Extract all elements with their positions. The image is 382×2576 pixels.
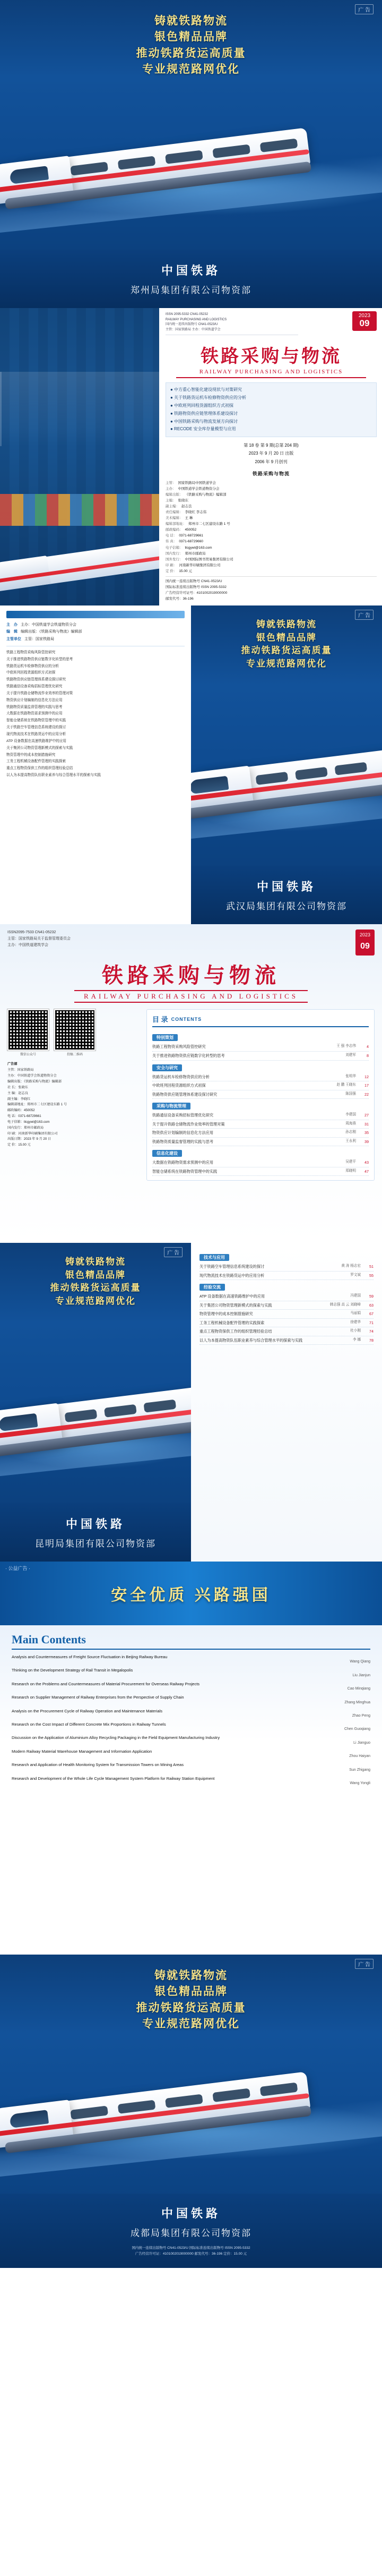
toc-entry-page: 27 [364,1113,369,1118]
index-entry: 以人为本提高物资队伍职业素养与综合管理水平的探索与实践 [6,773,101,778]
imprint-line: 出版日期：2023 年 9 月 20 日 [7,1137,51,1141]
cover-photo [0,308,159,605]
colophon-value: 河南新华印刷集团有限公司 [179,563,221,567]
date-line: 2023 年 9 月 20 日 出版 [248,451,294,456]
entry-title: Research on the Cost Impact of Different Concrete Mix Proportions in Railway Tunnels [12,1721,166,1727]
index-entry: 中欧班列回程货源组织方式初探 [6,671,56,675]
imprint-line: 主 编：赵志良 [7,1091,28,1095]
toc-entry-page: 17 [364,1083,369,1088]
toc-entry-title: 重点工程物资保供工作的组织管理经验总结 [199,1329,272,1334]
index-entry: 智能仓储系统在铁路物资管理中的实践 [6,719,66,723]
colophon-value: 赵志良 [181,505,192,509]
index-admin: 主管：国家铁路局 [24,637,54,641]
ad-label: 广 告 [355,1959,374,1969]
entry-authors: Zhou Haiyan [349,1754,370,1759]
colophon-value: 李晓红 李志伟 [185,510,207,515]
toc-entry-authors: 马丽娟 [350,1311,361,1316]
index-entry: 铁路物资供应链管理体系建设探讨研究 [6,678,66,682]
toc-entry-title: 铁路物资质量监督管理的实践与思考 [152,1139,214,1144]
toc-entry-authors: 黄 涛 杨志宏 [341,1264,361,1268]
cover-colophon [166,470,377,602]
toc-entry[interactable] [199,1336,374,1345]
colophon-key: 邮政编码： [166,528,183,532]
ad-slogan-line-1: 铸就铁路物流 [154,14,228,27]
toc-entry[interactable] [199,1292,374,1301]
toc-entry-authors: 孙志刚 [345,1130,356,1135]
main-contents-entry[interactable] [12,1776,370,1785]
colophon-value: 中国铁道学会铁道物资分会 [178,487,220,491]
public-service-banner [0,1562,382,1625]
toc-entry[interactable] [199,1272,374,1281]
highlight-item: ● 中方重心智能化建设现状与对策研究 [170,387,242,393]
colophon-key: 传 真： [166,540,177,544]
qr-caption-submission: 投稿二维码 [66,1053,83,1057]
imprint-line: 主办：中国铁道学会铁道物资分会 [7,1074,57,1078]
colophon-key: 编辑部地址： [166,522,186,526]
index-entry: 物资管理中的成本控制措施研究 [6,753,56,757]
highlight-item: ● RECODE 安全库存量模型与应用 [170,427,236,432]
toc-header [152,1014,369,1027]
ad-artwork [0,1243,191,1503]
toc-entry-title: 现代物流技术在铁路货运中的应用分析 [199,1273,265,1278]
index-entry: 关于提升铁路仓储物流作业效率的管理对策 [6,691,73,695]
toc-entry-title: 以人为本提高物资队伍职业素养与综合管理水平的探索与实践 [199,1337,303,1343]
toc-entry[interactable] [152,1120,369,1129]
ad-slogan-line-4: 专业规范路网优化 [142,2017,240,2031]
spread-ad-and-toc2 [0,1243,382,1562]
qr-code-wechat[interactable] [7,1009,49,1051]
footer-code: 广告经营许可证号：4101002019000000 [166,591,228,595]
ad-label: 广 告 [355,610,374,620]
toc-entry-title: 关于铁路空车管理信息系统建设的探讨 [199,1264,265,1269]
ad-slogan-line-3: 推动铁路货运高质量 [241,645,332,656]
entry-title: Analysis on the Procurement Cycle of Railway Operation and Maintenance Materials [12,1708,163,1713]
article-index-panel: 主 办 主办：中国铁道学会铁道物资分会 编 辑 编辑出版：《铁路采购与物流》编辑部 主管单位 主管：国家铁路局 铁路工程物资采购风险管控研究 关于推进铁路物资供应链数字化转型的思考 铁路货运机车检修物资供应的分析 中欧班列回程货源组织方式初探 铁路物资供应链管理体系建设探讨研究 铁路通信设备采购招标管理优化研究 关于提升铁路仓储物流作业效率的管理对策 物资供应计划编制的信息化方法应用 铁路物资质量监督管理的实践与思考 大数据在铁路物资需求预测中的应用 智能仓储系统在铁路物资管理中的实践 关于铁路空车管理信息系统建设的探讨 现代物流技术在铁路货运中的应用分析 ATP 设备数据在高速铁路维护中的应用 关于集团公司物资管理新模式的探索与实践 物资管理中的成本控制措施研究 工务工程机械设备配件管理的实践探索 重点工程物资保供工作的组织管理经验总结 以人为本提高物资队伍职业素养与综合管理水平的探索与实践 [0,605,191,924]
ad-page-wuhan [191,605,382,924]
ad-label: 广 告 [355,4,374,14]
cover-meta-line-2: RAILWAY PURCHASING AND LOGISTICS [166,318,227,321]
colophon-key: 国内发行： [166,551,183,556]
toc-entry-authors: 赵 鹏 王晓东 [336,1083,356,1087]
ad-slogan-line-1: 铸就铁路物流 [256,619,317,629]
ad-slogan [0,1967,382,2032]
highlight-item: ● 关于铁路货运机车检修物资供应的分析 [170,395,247,400]
masthead-info-line: 主管：国家铁路局关于监督管理委员会 [7,936,71,941]
toc-entry-page: 12 [364,1074,369,1079]
main-contents-title: Main Contents [12,1633,370,1650]
toc-entry-page: 4 [367,1044,369,1050]
imprint-line: 电子信箱：tlcgywl@163.com [7,1120,50,1124]
entry-title: Research on Supplier Management of Railway Enterprises from the Perspective of Supply Chain [12,1695,184,1700]
main-contents-entry[interactable] [12,1654,370,1664]
entry-title: Research and Application of Health Monitoring System for Transmission Towers on Mining Areas [12,1762,184,1768]
ad-footer [0,2194,382,2268]
toc-entry-title: 工务工程机械设备配件管理的实践探索 [199,1320,265,1325]
entry-title: Research and Development of the Whole Life Cycle Management System Platform for Railway Station Equipment [12,1776,215,1781]
ad-footer [0,250,382,308]
ad-slogan-line-1: 铸就铁路物流 [154,1969,228,1982]
colophon-value: 15.00 元 [179,569,192,573]
toc-entry[interactable] [199,1327,374,1336]
colophon-value: 450052 [185,528,197,532]
colophon-key: 责任编辑： [166,510,183,515]
ad-footer [0,1503,191,1562]
founded-line: 2006 年 9 月创刊 [255,459,288,464]
imprint-line: 主管：国家铁路局 [7,1068,34,1072]
imprint-line: 邮政编码：450052 [7,1108,35,1113]
toc-entry-page: 67 [369,1311,374,1317]
toc-entry-page: 63 [369,1302,374,1308]
index-entry: 铁路通信设备采购招标管理优化研究 [6,685,63,689]
toc-entry-authors: 陈国强 [345,1091,356,1096]
main-contents-entry[interactable] [12,1735,370,1744]
colophon-value: tlcgywl@163.com [185,545,212,550]
entry-authors: Wang Qiang [350,1660,370,1664]
imprint-line: 社 长：张晓东 [7,1085,28,1089]
entry-authors: Chen Guoqiang [344,1727,370,1731]
toc-entry-authors: 韩志强 高 云 刘晓峰 [329,1302,361,1307]
issue-month: 09 [360,942,370,951]
imprint-line: 定 价：15.00 元 [7,1143,31,1147]
index-editor: 编辑出版：《铁路采购与物流》编辑部 [21,630,82,634]
toc-entry-page: 59 [369,1294,374,1299]
ad-brand: 中国铁路 [161,2206,221,2220]
masthead-info-line: ISSN2095-7533 CN41-05232 [7,931,56,934]
imprint-line: 编辑出版：《铁路采购与物流》编辑部 [7,1080,62,1084]
index-entry: 重点工程物资保供工作的组织管理经验总结 [6,766,73,771]
ad-slogan-line-1: 铸就铁路物流 [65,1257,126,1267]
toc-entry-authors: 罗文斌 [350,1273,361,1277]
colophon-value: 张晓东 [178,499,188,503]
toc-entry-title: 关于推进铁路物资供应链数字化转型的思考 [152,1053,225,1058]
entry-title: Modern Railway Material Warehouse Management and Information Application [12,1748,152,1754]
toc-section-title: 信息化建设 [152,1150,182,1157]
ad-slogan-line-4: 专业规范路网优化 [246,658,327,669]
imprint-title: 广告部 [7,1062,18,1067]
imprint-line: 印 刷：河南新华印刷集团有限公司 [7,1131,58,1136]
entry-authors: Zhao Peng [352,1713,370,1718]
entry-title: Research on the Problems and Countermeasures of Material Procurement for Overseas Railway Projects [12,1681,200,1686]
ad-org-zhengzhou: 郑州局集团有限公司物资部 [131,285,251,295]
toc-entry-authors: 吴建平 [345,1160,356,1164]
index-entry: 铁路工程物资采购风险管控研究 [6,650,56,654]
index-list [6,650,185,779]
toc-entry-authors: 张明华 [345,1074,356,1078]
colophon-value: 国家铁路局中国铁道学会 [178,481,216,485]
toc-entry-page: 47 [364,1168,369,1174]
colophon-key: 电 话： [166,534,177,538]
cover-title-en: RAILWAY PURCHASING AND LOGISTICS [176,369,366,378]
toc-entry-page: 43 [364,1160,369,1165]
entry-authors: Sun Zhigang [349,1768,370,1772]
imprint-block [7,1062,140,1148]
toc-section-title: 技术与应用 [199,1254,229,1261]
highlight-item: ● 中国铁路采购与物流发展方向探讨 [170,419,238,424]
toc-entry[interactable] [199,1310,374,1319]
masthead-imprint-column [7,1009,140,1181]
toc-section-title: 安全与研究 [152,1064,182,1071]
toc-entry-authors: 杜小刚 [350,1329,361,1333]
main-contents-entry[interactable] [12,1708,370,1718]
entry-authors: Cao Minqiang [347,1687,370,1691]
toc-entry[interactable] [152,1111,369,1120]
toc-entry-title: 大数据在铁路物资需求预测中的应用 [152,1160,214,1165]
masthead-toc-page [0,924,382,1243]
toc-entry-authors: 周海燕 [345,1121,356,1125]
ad-brand: 中国铁路 [65,1517,125,1531]
volume-line: 第 18 卷 第 9 期(总第 204 期) [244,443,299,448]
main-contents-entry[interactable] [12,1681,370,1691]
index-entry: 关于集团公司物资管理新模式的探索与实践 [6,746,73,750]
colophon-key: 国外发行： [166,557,183,561]
toc-section-title: 经验交流 [199,1284,225,1291]
ad-slogan [191,618,382,671]
cover-meta-line-1: ISSN 2095-5332 CN41-05232 [166,313,209,316]
toc-header-en: CONTENTS [171,1016,202,1022]
issue-year: 2023 [358,313,371,319]
issue-badge [355,929,375,956]
toc-entry[interactable] [199,1319,374,1328]
toc-entry[interactable] [152,1167,369,1176]
toc-entry[interactable] [152,1052,369,1061]
toc-entry-authors: 王永利 [345,1139,356,1143]
cover-highlights [166,382,377,437]
toc-entry-authors: 郑晓明 [345,1168,356,1173]
ad-slogan-line-2: 银色精品品牌 [65,1269,126,1280]
imprint-line: 国内发行：郑州市邮政局 [7,1125,44,1130]
ad-brand: 中国铁路 [256,880,316,893]
colophon-value: 郑州市二七区建设东路 1 号 [188,522,230,526]
index-entry: ATP 设备数据在高速铁路维护中的应用 [6,739,66,743]
toc-entry-authors: 刘建军 [345,1053,356,1057]
index-entry: 工务工程机械设备配件管理的实践探索 [6,760,66,764]
entry-authors: Li Jianguo [353,1741,370,1745]
main-contents-entry[interactable] [12,1721,370,1731]
banner-text: 安全优质 兴路强国 [111,1586,271,1604]
footer-code: 国际标准连续出版物号 ISSN 2095-5332 [166,585,227,589]
issue-month: 09 [359,318,370,328]
ad-slogan-line-4: 专业规范路网优化 [142,63,240,76]
colophon-title: 铁路采购与物流 [252,471,290,476]
toc-entry-page: 71 [369,1320,374,1325]
main-contents-page [0,1625,382,1955]
entry-title: Analysis and Countermeasures of Freight Source Fluctuation in Beijing Railway Bureau [12,1654,168,1659]
ad-slogan-line-2: 银色精品品牌 [256,632,317,643]
toc-entry-page: 39 [364,1139,369,1144]
colophon-key: 副主编： [166,505,179,509]
cover-meta-line-3: 国内统一连续出版物号 CN41-0523/U [166,323,218,327]
imprint-line: 电 话：0371-68729661 [7,1114,41,1119]
ad-org-chengdu: 成都局集团有限公司物资部 [131,2228,251,2238]
qr-caption-wechat: 微信公众号 [20,1053,36,1057]
colophon-key: 定 价： [166,569,177,573]
highlight-item: ● 铁路物资供应链管理体系建设探讨 [170,411,238,416]
toc-entry-title: 物资供应计划编制的信息化方法应用 [152,1130,214,1136]
toc-entry-page: 51 [369,1264,374,1269]
colophon-key: 主编： [166,499,176,503]
back-cover-footer-line: 国内统一连续出版物号 CN41-0523/U 国际标准连续出版物号 ISSN 2095-5332 [132,2246,250,2250]
ad-slogan-line-3: 推动铁路货运高质量 [136,46,246,59]
index-entry: 物资供应计划编制的信息化方法应用 [6,698,63,702]
ad-org-wuhan: 武汉局集团有限公司物资部 [226,901,347,911]
table-of-contents [146,1009,375,1181]
colophon-value: 0371-68729660 [179,540,203,544]
masthead-left-info [7,929,71,949]
toc-entry[interactable] [152,1129,369,1138]
toc-entry-title: 中欧班列回程货源组织方式初探 [152,1083,206,1088]
index-entry: 铁路货运机车检修物资供应的分析 [6,664,59,668]
toc-entry-page: 31 [364,1121,369,1127]
toc-section-title: 特别策划 [152,1034,178,1041]
ad-slogan [0,1256,191,1308]
ad-slogan-line-4: 专业规范路网优化 [55,1295,136,1306]
toc-entry-authors: 李 娜 [352,1337,361,1342]
masthead-top [7,929,375,956]
cover-title-cn: 铁路采购与物流 [201,347,342,367]
ad-slogan-line-3: 推动铁路货运高质量 [50,1283,141,1293]
toc-header-cn: 目 录 [152,1016,168,1024]
toc-entry[interactable] [152,1158,369,1167]
qr-code-submission[interactable] [54,1009,96,1051]
issue-badge [352,311,377,331]
imprint-line: 编辑部地址：郑州市二七区建设东路 1 号 [7,1103,67,1107]
entry-authors: Liu Jianjun [352,1673,370,1677]
toc-entry[interactable] [152,1138,369,1147]
toc-entry[interactable] [152,1043,369,1052]
toc-entry-title: 关于提升铁路仓储物流作业效率的管理对策 [152,1121,225,1127]
index-host: 主办：中国铁道学会铁道物资分会 [21,623,76,627]
toc-entry-page: 35 [364,1130,369,1136]
ad-slogan-line-3: 推动铁路货运高质量 [136,2001,246,2014]
index-header-bar [6,611,185,618]
issue-year: 2023 [359,932,370,937]
toc-entry-authors: 冯建国 [350,1294,361,1298]
toc-entry[interactable] [152,1081,369,1090]
toc-entry-title: ATP 设备数据在高速铁路维护中的应用 [199,1294,265,1299]
colophon-value: 王 琳 [185,516,193,521]
entry-authors: Wang Yongli [350,1781,370,1785]
imprint-line: 副主编：李晓红 [7,1097,31,1101]
ad-footer [191,866,382,924]
banner-tag: · 公益广告 · [5,1566,30,1571]
ad-artwork [191,605,382,866]
toc-entry-title: 物资管理中的成本控制措施研究 [199,1311,253,1317]
index-entry: 现代物流技术在铁路货运中的应用分析 [6,732,66,737]
toc-entry-title: 铁路通信设备采购招标管理优化研究 [152,1113,214,1118]
toc-section-title: 采购与物流管理 [152,1103,190,1110]
main-contents-entry[interactable] [12,1762,370,1771]
ad-artwork [0,0,382,250]
cover-meta-line-4: 主管：国家铁路局 主办：中国铁道学会 [166,328,221,331]
colophon-value: 中国国际图书贸易集团有限公司 [185,557,233,561]
table-of-contents-continued [191,1243,382,1562]
ad-slogan-line-2: 银色精品品牌 [154,1985,228,1998]
index-entry: 铁路物资质量监督管理的实践与思考 [6,705,63,709]
index-entry: 关于铁路空车管理信息系统建设的探讨 [6,726,66,730]
footer-code: 邮发代号：36-196 [166,596,194,601]
toc-entry-page: 8 [367,1053,369,1058]
colophon-key: 印 刷： [166,563,177,567]
toc-entry-page: 78 [369,1337,374,1343]
toc-entry[interactable] [199,1263,374,1272]
toc-entry-page: 22 [364,1091,369,1097]
colophon-key: 电子信箱： [166,545,183,550]
ad-org-kunming: 昆明局集团有限公司物资部 [35,1539,156,1549]
index-entry: 大数据在铁路物资需求预测中的应用 [6,712,63,716]
colophon-key: 主办： [166,487,176,491]
index-entry: 关于推进铁路物资供应链数字化转型的思考 [6,657,73,661]
entry-title: Discussion on the Application of Aluminium Alloy Recycling Packaging in the Field Equipment Manufacturing Industry [12,1735,220,1741]
toc-entry-page: 74 [369,1329,374,1334]
colophon-key: 编辑出版： [166,493,183,497]
ad-brand: 中国铁路 [161,264,221,277]
ad-slogan [0,13,382,78]
colophon-key: 主管： [166,481,176,485]
ad-page-kunming [0,1243,191,1562]
spread-toc-and-ad [0,605,382,924]
colophon-value: 0371-68729661 [179,534,203,538]
colophon-value: 郑州市邮政局 [185,551,206,556]
main-contents-entry[interactable] [12,1667,370,1677]
toc-entry-authors: 徐建华 [350,1320,361,1324]
toc-entry-authors: 李建国 [345,1113,356,1117]
toc-entry[interactable] [199,1301,374,1310]
journal-cover [0,308,382,605]
ad-slogan-line-2: 银色精品品牌 [154,30,228,44]
ad-label: 广 告 [164,1247,183,1257]
toc-entry[interactable] [152,1090,369,1099]
masthead-info-line: 主办：中国铁道建筑学会 [7,943,48,947]
toc-entry-title: 智能仓储系统在铁路物资管理中的实践 [152,1168,218,1174]
back-cover-footer-line: 广告经营许可证：4101002019000000 邮发代号：36-196 定价：15.00 元 [135,2252,247,2256]
cover-meta [166,312,298,335]
footer-code: 国内统一连续出版物号 CN41-0523/U [166,579,222,583]
masthead-title-cn: 铁路采购与物流 [102,963,280,988]
cover-text-panel [159,308,382,605]
toc-entry-title: 铁路货运机车检修物资供应的分析 [152,1074,210,1079]
entry-authors: Zhang Minghua [344,1700,370,1704]
colophon-key: 美术编辑： [166,516,183,521]
main-contents-entry[interactable] [12,1694,370,1704]
toc-entry-title: 铁路工程物资采购风险管控研究 [152,1044,206,1050]
ad-page-zhengzhou [0,0,382,308]
toc-entry-authors: 王 强 李志伟 [336,1044,356,1048]
toc-entry-title: 铁路物资供应链管理体系建设探讨研究 [152,1091,218,1097]
masthead-title [7,959,375,1003]
back-cover-ad-chengdu [0,1955,382,2268]
main-contents-entry[interactable] [12,1748,370,1758]
toc-entry-title: 关于集团公司物资管理新模式的探索与实践 [199,1302,272,1308]
ad-artwork [0,1955,382,2194]
masthead-title-en: RAILWAY PURCHASING AND LOGISTICS [74,990,308,1003]
highlight-item: ● 中欧班列回程货源组织方式初探 [170,403,234,408]
entry-title: Thinking on the Development Strategy of Rail Transit in Megalopolis [12,1668,133,1673]
toc-entry[interactable] [152,1073,369,1082]
toc-entry-page: 55 [369,1273,374,1278]
colophon-value: 《铁路采购与物流》编辑部 [185,493,227,497]
